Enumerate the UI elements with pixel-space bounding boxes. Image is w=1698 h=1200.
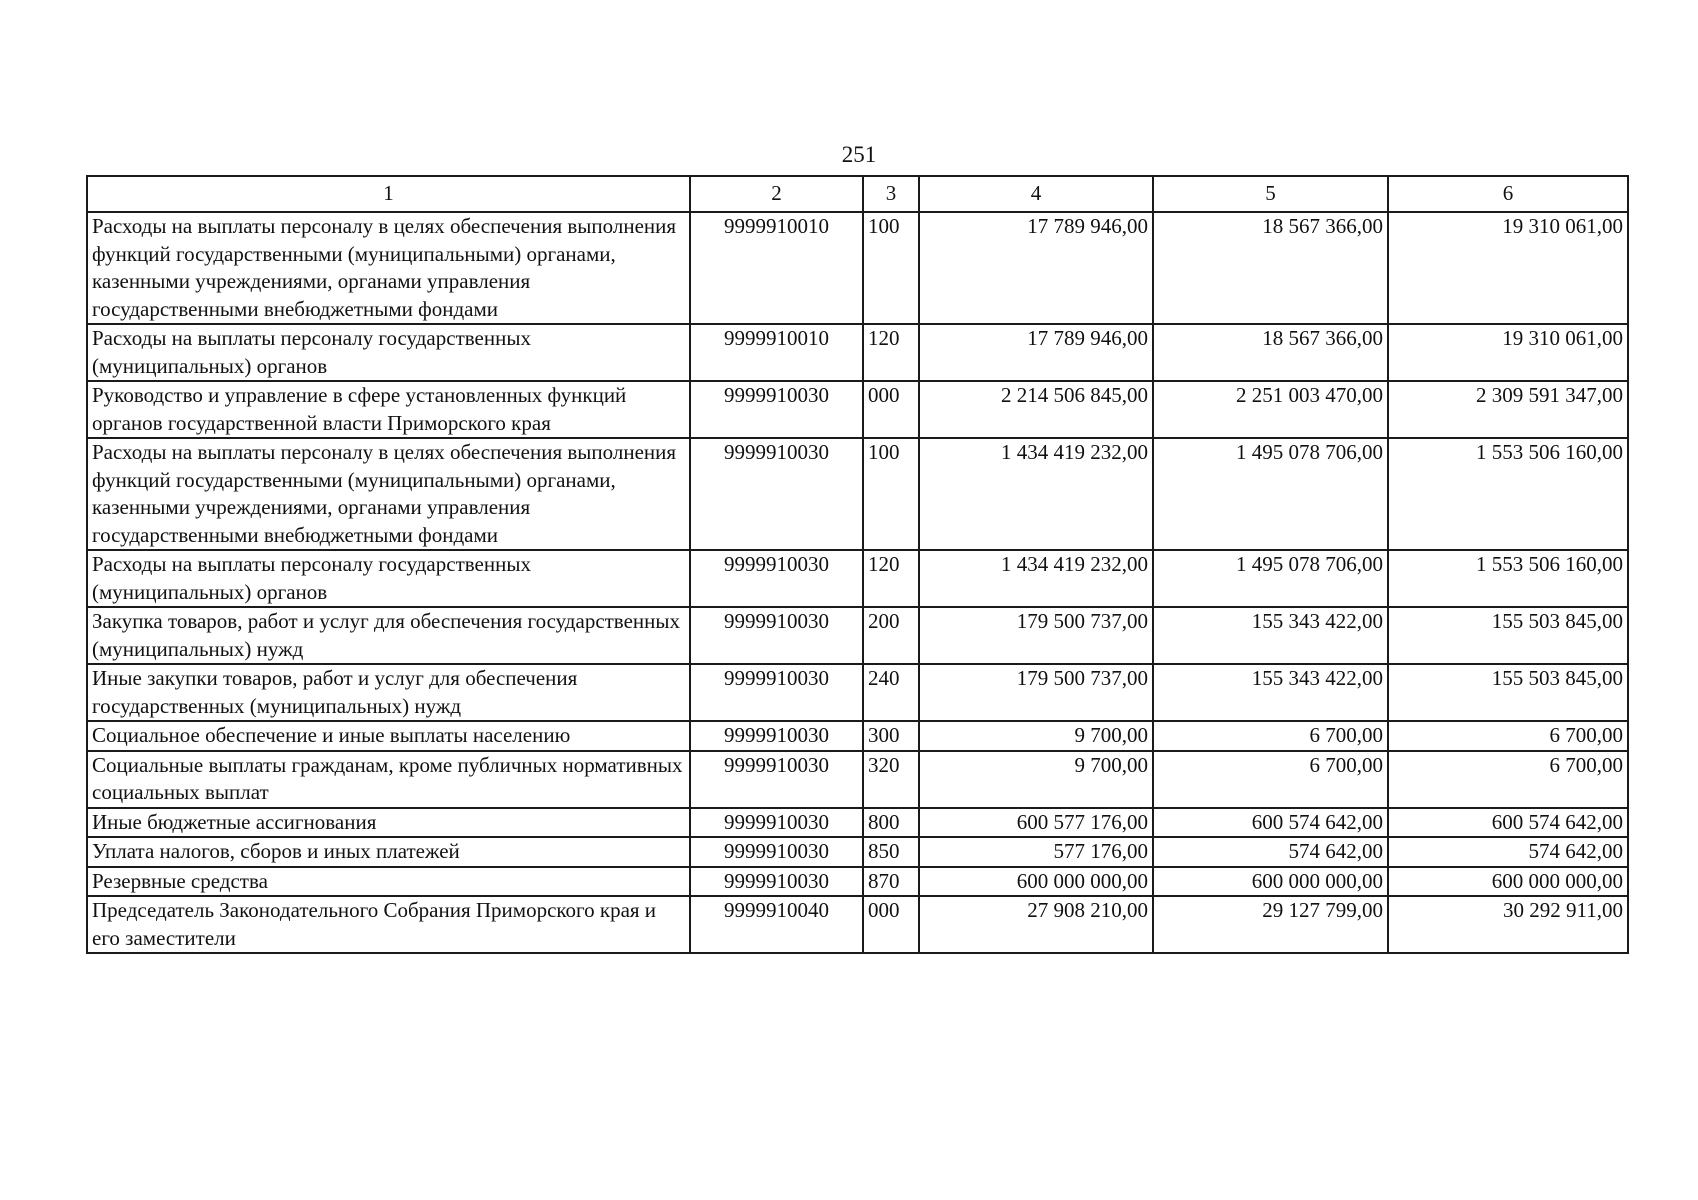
row-name: Резервные средства: [87, 867, 690, 897]
row-name: Уплата налогов, сборов и иных платежей: [87, 837, 690, 867]
header-col-3: 3: [863, 176, 919, 212]
table-body: [87, 212, 1628, 953]
row-amount-col-6: 155 503 845,00: [1388, 607, 1628, 664]
row-amount-col-5: 18 567 366,00: [1153, 324, 1388, 381]
row-code: 9999910010: [690, 212, 863, 324]
row-amount-col-4: 27 908 210,00: [919, 896, 1153, 953]
row-name: Закупка товаров, работ и услуг для обеспечения государственных (муниципальных) нужд: [87, 607, 690, 664]
table-row: [87, 664, 1628, 721]
row-amount-col-4: 9 700,00: [919, 751, 1153, 808]
row-amount-col-5: 155 343 422,00: [1153, 607, 1388, 664]
row-amount-col-6: 6 700,00: [1388, 721, 1628, 751]
row-amount-col-4: 179 500 737,00: [919, 664, 1153, 721]
table-row: [87, 438, 1628, 550]
row-expense-type: 300: [863, 721, 919, 751]
row-name: Председатель Законодательного Собрания Приморского края и его заместители: [87, 896, 690, 953]
row-code: 9999910030: [690, 438, 863, 550]
row-amount-col-5: 18 567 366,00: [1153, 212, 1388, 324]
row-code: 9999910030: [690, 721, 863, 751]
row-amount-col-4: 179 500 737,00: [919, 607, 1153, 664]
row-name: Иные бюджетные ассигнования: [87, 808, 690, 838]
row-expense-type: 800: [863, 808, 919, 838]
table-row: [87, 212, 1628, 324]
row-amount-col-6: 2 309 591 347,00: [1388, 381, 1628, 438]
row-expense-type: 100: [863, 438, 919, 550]
row-amount-col-6: 574 642,00: [1388, 837, 1628, 867]
row-code: 9999910030: [690, 381, 863, 438]
row-name: Расходы на выплаты персоналу в целях обеспечения выполнения функций государственными (муниципальными) органами, казенными учреждениями, органами управления государственными внебюджетными фондами: [87, 438, 690, 550]
row-amount-col-5: 1 495 078 706,00: [1153, 438, 1388, 550]
table-row: [87, 896, 1628, 953]
row-amount-col-4: 17 789 946,00: [919, 212, 1153, 324]
row-name: Иные закупки товаров, работ и услуг для обеспечения государственных (муниципальных) нужд: [87, 664, 690, 721]
header-col-2: 2: [690, 176, 863, 212]
row-expense-type: 000: [863, 381, 919, 438]
row-amount-col-6: 1 553 506 160,00: [1388, 550, 1628, 607]
table-row: [87, 550, 1628, 607]
table-row: [87, 381, 1628, 438]
row-expense-type: 240: [863, 664, 919, 721]
row-name: Социальные выплаты гражданам, кроме публичных нормативных социальных выплат: [87, 751, 690, 808]
row-name: Социальное обеспечение и иные выплаты населению: [87, 721, 690, 751]
row-expense-type: 120: [863, 550, 919, 607]
row-amount-col-4: 17 789 946,00: [919, 324, 1153, 381]
row-amount-col-4: 600 577 176,00: [919, 808, 1153, 838]
row-amount-col-5: 155 343 422,00: [1153, 664, 1388, 721]
row-name: Расходы на выплаты персоналу государственных (муниципальных) органов: [87, 550, 690, 607]
row-expense-type: 200: [863, 607, 919, 664]
budget-table: [86, 175, 1629, 954]
table-row: [87, 721, 1628, 751]
table-row: [87, 324, 1628, 381]
row-name: Расходы на выплаты персоналу в целях обеспечения выполнения функций государственными (муниципальными) органами, казенными учреждениями, органами управления государственными внебюджетными фондами: [87, 212, 690, 324]
row-code: 9999910030: [690, 808, 863, 838]
table-row: [87, 837, 1628, 867]
header-row: [87, 176, 1628, 212]
header-col-5: 5: [1153, 176, 1388, 212]
row-amount-col-5: 6 700,00: [1153, 751, 1388, 808]
row-amount-col-4: 2 214 506 845,00: [919, 381, 1153, 438]
row-expense-type: 870: [863, 867, 919, 897]
header-col-6: 6: [1388, 176, 1628, 212]
table-row: [87, 867, 1628, 897]
row-name: Руководство и управление в сфере установленных функций органов государственной власти Приморского края: [87, 381, 690, 438]
row-amount-col-6: 600 574 642,00: [1388, 808, 1628, 838]
row-amount-col-6: 19 310 061,00: [1388, 212, 1628, 324]
row-code: 9999910030: [690, 550, 863, 607]
row-amount-col-6: 1 553 506 160,00: [1388, 438, 1628, 550]
row-amount-col-5: 1 495 078 706,00: [1153, 550, 1388, 607]
row-amount-col-5: 6 700,00: [1153, 721, 1388, 751]
row-amount-col-4: 600 000 000,00: [919, 867, 1153, 897]
header-col-4: 4: [919, 176, 1153, 212]
row-amount-col-5: 2 251 003 470,00: [1153, 381, 1388, 438]
header-col-1: 1: [87, 176, 690, 212]
row-amount-col-4: 577 176,00: [919, 837, 1153, 867]
row-code: 9999910030: [690, 664, 863, 721]
table-row: [87, 808, 1628, 838]
row-amount-col-6: 30 292 911,00: [1388, 896, 1628, 953]
row-amount-col-5: 574 642,00: [1153, 837, 1388, 867]
row-amount-col-6: 19 310 061,00: [1388, 324, 1628, 381]
row-expense-type: 850: [863, 837, 919, 867]
row-expense-type: 100: [863, 212, 919, 324]
row-expense-type: 000: [863, 896, 919, 953]
row-name: Расходы на выплаты персоналу государственных (муниципальных) органов: [87, 324, 690, 381]
row-code: 9999910010: [690, 324, 863, 381]
row-code: 9999910030: [690, 751, 863, 808]
row-expense-type: 120: [863, 324, 919, 381]
row-amount-col-4: 9 700,00: [919, 721, 1153, 751]
row-code: 9999910030: [690, 837, 863, 867]
table-header: [87, 176, 1628, 212]
row-amount-col-5: 600 000 000,00: [1153, 867, 1388, 897]
row-code: 9999910040: [690, 896, 863, 953]
row-amount-col-5: 29 127 799,00: [1153, 896, 1388, 953]
table-row: [87, 751, 1628, 808]
row-amount-col-6: 6 700,00: [1388, 751, 1628, 808]
row-amount-col-4: 1 434 419 232,00: [919, 438, 1153, 550]
page-number: 251: [841, 142, 877, 167]
row-amount-col-4: 1 434 419 232,00: [919, 550, 1153, 607]
row-code: 9999910030: [690, 867, 863, 897]
row-amount-col-6: 600 000 000,00: [1388, 867, 1628, 897]
row-amount-col-6: 155 503 845,00: [1388, 664, 1628, 721]
row-expense-type: 320: [863, 751, 919, 808]
row-code: 9999910030: [690, 607, 863, 664]
row-amount-col-5: 600 574 642,00: [1153, 808, 1388, 838]
table-row: [87, 607, 1628, 664]
